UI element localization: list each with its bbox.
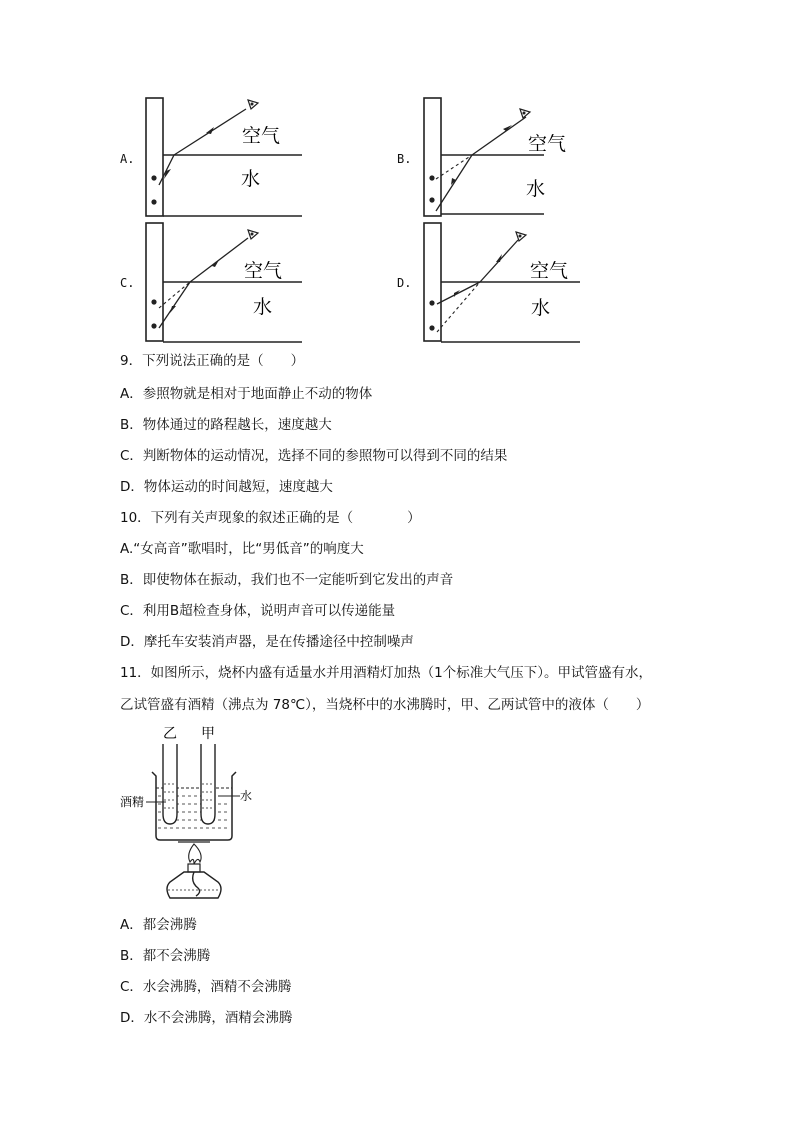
q9-option-c: C．判断物体的运动情况，选择不同的参照物可以得到不同的结果 (120, 448, 508, 464)
q11-option-c: C．水会沸腾，酒精不会沸腾 (120, 979, 292, 995)
q11-option-d: D．水不会沸腾，酒精会沸腾 (120, 1010, 293, 1026)
air-label: 空气 (242, 125, 281, 147)
q11-option-b: B．都不会沸腾 (120, 948, 211, 964)
option-d-label: D. (397, 276, 412, 290)
q11-stem-line1: 11．如图所示，烧杯内盛有适量水并用酒精灯加热（1个标准大气压下）。甲试管盛有水， (120, 665, 653, 681)
water-label: 水 (253, 296, 273, 318)
tube-jia-label: 甲 (201, 726, 215, 742)
q10-option-c: C．利用B超检查身体，说明声音可以传递能量 (120, 603, 396, 619)
refraction-diagram-a (140, 95, 310, 220)
q11-stem-line2: 乙试管盛有酒精（沸点为 78℃），当烧杯中的水沸腾时，甲、乙两试管中的液体（ ） (120, 697, 650, 713)
water-label: 水 (240, 789, 253, 803)
option-a-label: A. (120, 152, 135, 166)
option-b-label: B. (397, 152, 412, 166)
q9-option-d: D．物体运动的时间越短，速度越大 (120, 479, 333, 495)
air-label: 空气 (244, 260, 283, 282)
q9-stem: 9．下列说法正确的是（ ） (120, 353, 305, 369)
q10-option-a: A.“女高音”歌唱时，比“男低音”的响度大 (120, 541, 364, 557)
alcohol-label: 酒精 (120, 795, 145, 809)
refraction-diagram-c (140, 220, 310, 345)
q11-option-a: A．都会沸腾 (120, 917, 197, 933)
refraction-diagram-d (418, 220, 588, 345)
water-label: 水 (241, 168, 261, 190)
q10-stem: 10．下列有关声现象的叙述正确的是（ ） (120, 510, 421, 526)
beaker-test-tube-figure (118, 722, 268, 912)
refraction-diagram-b (418, 95, 588, 220)
tube-yi-label: 乙 (163, 726, 177, 742)
air-label: 空气 (528, 133, 567, 155)
water-label: 水 (531, 297, 551, 319)
air-label: 空气 (530, 260, 569, 282)
q9-option-b: B．物体通过的路程越长，速度越大 (120, 417, 332, 433)
option-c-label: C. (120, 276, 135, 290)
q9-option-a: A．参照物就是相对于地面静止不动的物体 (120, 386, 373, 402)
q10-option-b: B．即使物体在振动，我们也不一定能听到它发出的声音 (120, 572, 454, 588)
q10-option-d: D．摩托车安装消声器，是在传播途径中控制噪声 (120, 634, 414, 650)
water-label: 水 (526, 178, 546, 200)
